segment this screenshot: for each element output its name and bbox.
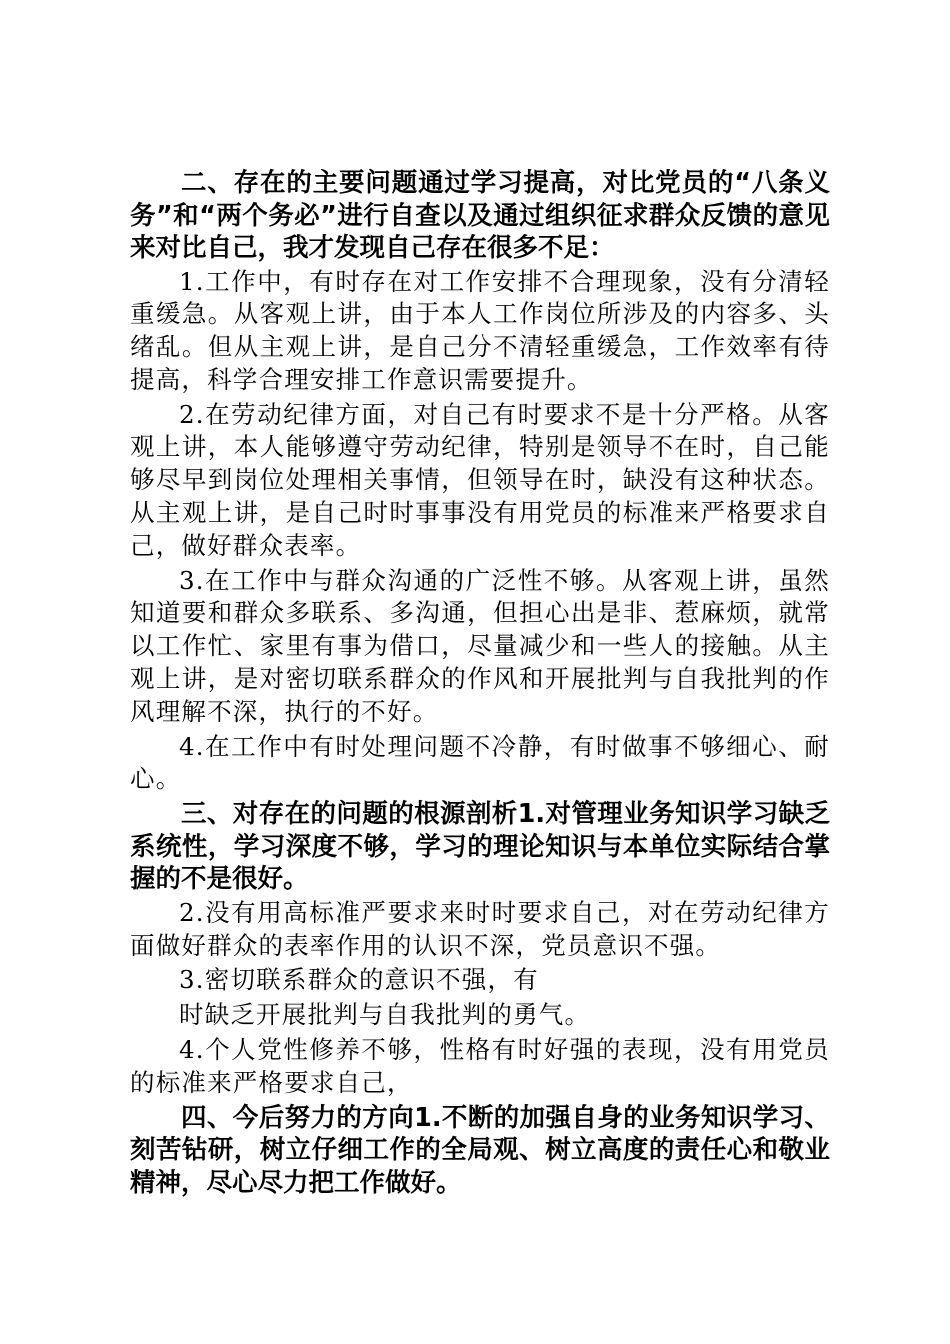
- section-heading-root-cause: 三、对存在的问题的根源剖析1.对管理业务知识学习缺乏系统性，学习深度不够，学习的理论知识与本单位实际结合掌握的不是很好。: [130, 799, 830, 895]
- paragraph-problem-1: 1.工作中，有时存在对工作安排不合理现象，没有分清轻重缓急。从客观上讲，由于本人工作岗位所涉及的内容多、头绪乱。但从主观上讲，是自己分不清轻重缓急，工作效率有待提高，科学合理安排工作意识需要提升。: [130, 266, 830, 394]
- paragraph-problem-3: 3.在工作中与群众沟通的广泛性不够。从客观上讲，虽然知道要和群众多联系、多沟通，但担心出是非、惹麻烦，就常以工作忙、家里有事为借口，尽量减少和一些人的接触。从主观上讲，是对密切联系群众的作风和开展批判与自我批判的作风理解不深，执行的不好。: [130, 565, 830, 726]
- paragraph-cause-3-continued: 时缺乏开展批判与自我批判的勇气。: [179, 1000, 591, 1030]
- section-heading-problems: 二、存在的主要问题通过学习提高，对比党员的“八条义务”和“两个务必”进行自查以及通过组织征求群众反馈的意见来对比自己，我才发现自己存在很多不足：: [130, 168, 830, 263]
- paragraph-problem-2: 2.在劳动纪律方面，对自己有时要求不是十分严格。从客观上讲，本人能够遵守劳动纪律，特别是领导不在时，自己能够尽早到岗位处理相关事情，但领导在时，缺没有这种状态。从主观上讲，是自己时时事事没有用党员的标准来严格要求自己，做好群众表率。: [130, 399, 830, 560]
- paragraph-problem-4: 4.在工作中有时处理问题不冷静，有时做事不够细心、耐心。: [130, 731, 830, 794]
- document-page: [130, 167, 830, 1200]
- paragraph-cause-2: 2.没有用高标准严要求来时时要求自己，对在劳动纪律方面做好群众的表率作用的认识不深，党员意识不强。: [130, 897, 830, 960]
- paragraph-cause-4: 4.个人党性修养不够，性格有时好强的表现，没有用党员的标准来严格要求自己，: [130, 1034, 830, 1097]
- section-heading-direction: 四、今后努力的方向1.不断的加强自身的业务知识学习、刻苦钻研，树立仔细工作的全局观、树立高度的责任心和敬业精神，尽心尽力把工作做好。: [130, 1102, 830, 1198]
- paragraph-cause-3: 3.密切联系群众的意识不强，有: [179, 965, 539, 995]
